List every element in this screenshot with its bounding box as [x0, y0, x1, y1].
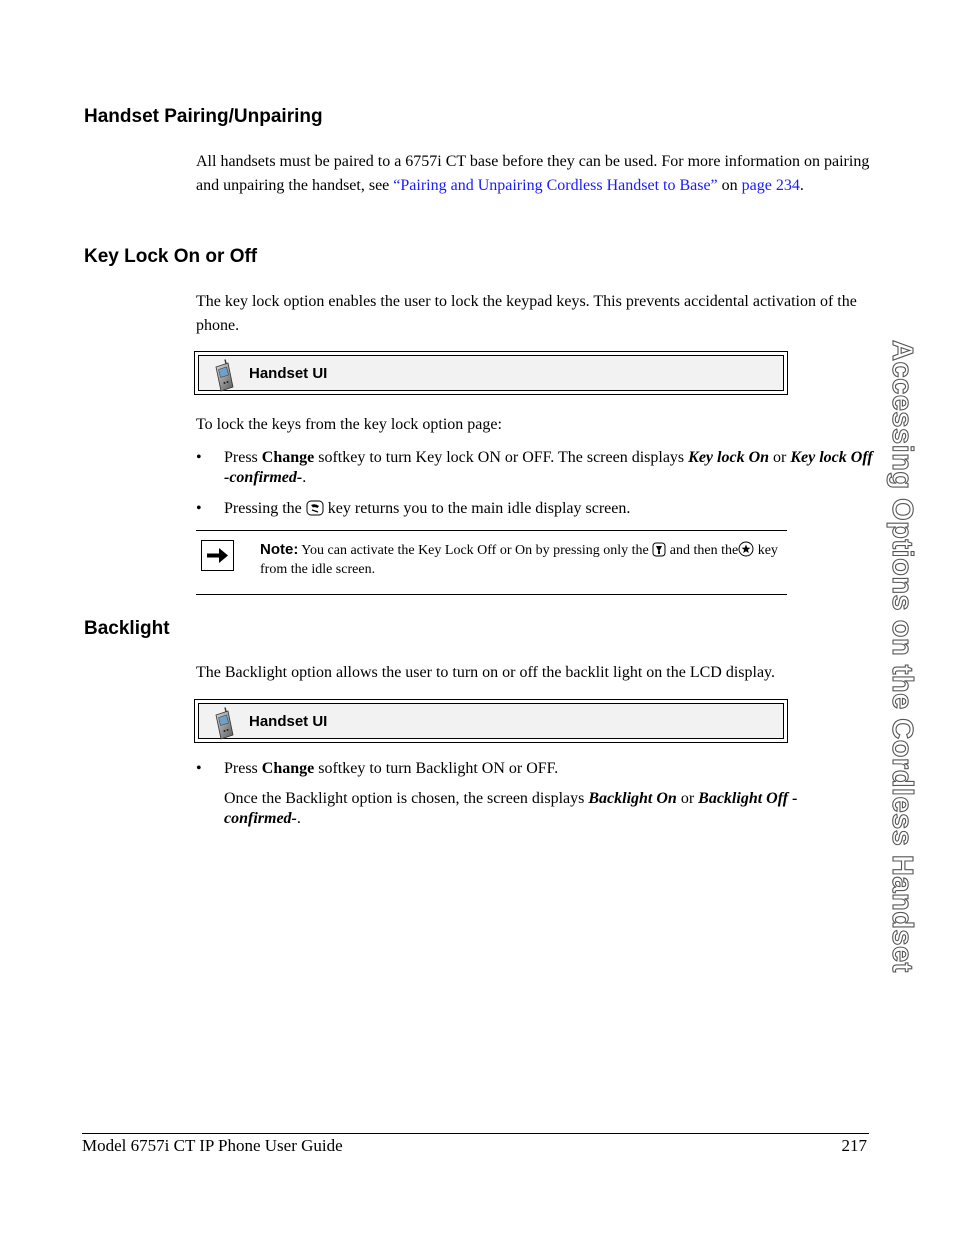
text: .	[296, 810, 301, 827]
bullet-marker: •	[196, 500, 202, 517]
bullet-marker: •	[196, 449, 202, 466]
pairing-link[interactable]: “Pairing and Unpairing Cordless Handset to Base”	[393, 177, 718, 194]
note-bottom-rule	[196, 594, 787, 595]
handset-phone-icon	[211, 359, 237, 393]
keylock-intro: To lock the keys from the key lock option page:	[196, 416, 502, 433]
heading-handset-pairing: Handset Pairing/Unpairing	[84, 106, 323, 127]
backlight-paragraph: The Backlight option allows the user to turn on or off the backlit light on the LCD display.	[196, 664, 776, 681]
text: softkey to turn Backlight ON or OFF.	[314, 760, 559, 777]
handset-ui-label: Handset UI	[249, 364, 328, 382]
change-softkey-label: Change	[261, 760, 315, 777]
handset-ui-label: Handset UI	[249, 712, 328, 730]
text: key returns you to the main idle display screen.	[323, 500, 631, 517]
handset-ui-box-backlight	[194, 699, 788, 743]
bullet-marker: •	[196, 760, 202, 777]
keylock-bullet-2	[224, 498, 874, 520]
chapter-side-title: Accessing Options on the Cordless Handset	[886, 340, 918, 973]
text: .	[302, 469, 307, 486]
text: softkey to turn Key lock ON or OFF. The screen displays	[314, 449, 689, 466]
key-lock-on-label: Key lock On	[688, 449, 770, 466]
pairing-paragraph	[196, 150, 876, 198]
text: and then the	[666, 543, 739, 558]
key-lock-off-label: Key lock Off -confirmed-	[224, 449, 873, 486]
handset-phone-icon	[211, 707, 237, 741]
text: Pressing the	[224, 500, 306, 517]
text: or	[769, 449, 791, 466]
note-top-rule	[196, 530, 787, 531]
text: Press	[224, 449, 262, 466]
text: You can activate the Key Lock Off or On by pressing only the	[298, 543, 653, 558]
text: Once the Backlight option is chosen, the screen displays	[224, 790, 589, 807]
heading-backlight: Backlight	[84, 618, 170, 639]
backlight-bullet-1	[224, 758, 874, 780]
pairing-text: All handsets must be paired to a 6757i CT base before they can be used. For more information on pairing and unpairing the handset, see	[196, 153, 870, 194]
pairing-text-mid: on	[717, 177, 742, 194]
star-key-icon	[738, 541, 754, 557]
heading-key-lock: Key Lock On or Off	[84, 246, 258, 267]
note-text	[260, 540, 780, 579]
backlight-on-label: Backlight On	[588, 790, 677, 807]
text: or	[676, 790, 699, 807]
text: Press	[224, 760, 262, 777]
note-arrow-icon	[201, 540, 234, 571]
handset-ui-box-keylock	[194, 351, 788, 395]
keylock-bullet-1	[224, 448, 874, 488]
menu-key-icon	[652, 542, 666, 557]
pairing-text-end: .	[799, 177, 804, 194]
page-234-link[interactable]: page 234	[741, 177, 800, 194]
backlight-off-label: Backlight Off -confirmed-	[224, 790, 798, 827]
footer-guide-title: Model 6757i CT IP Phone User Guide	[82, 1136, 343, 1155]
text: key from the idle screen.	[260, 543, 778, 577]
footer-page-number: 217	[841, 1136, 867, 1155]
backlight-followup	[224, 789, 844, 829]
end-call-key-icon	[306, 500, 324, 516]
note-label: Note:	[260, 541, 299, 558]
change-softkey-label: Change	[261, 449, 315, 466]
chapter-side-tab	[886, 340, 918, 1110]
keylock-paragraph: The key lock option enables the user to lock the keypad keys. This prevents accidental activation of the phone.	[196, 293, 857, 334]
